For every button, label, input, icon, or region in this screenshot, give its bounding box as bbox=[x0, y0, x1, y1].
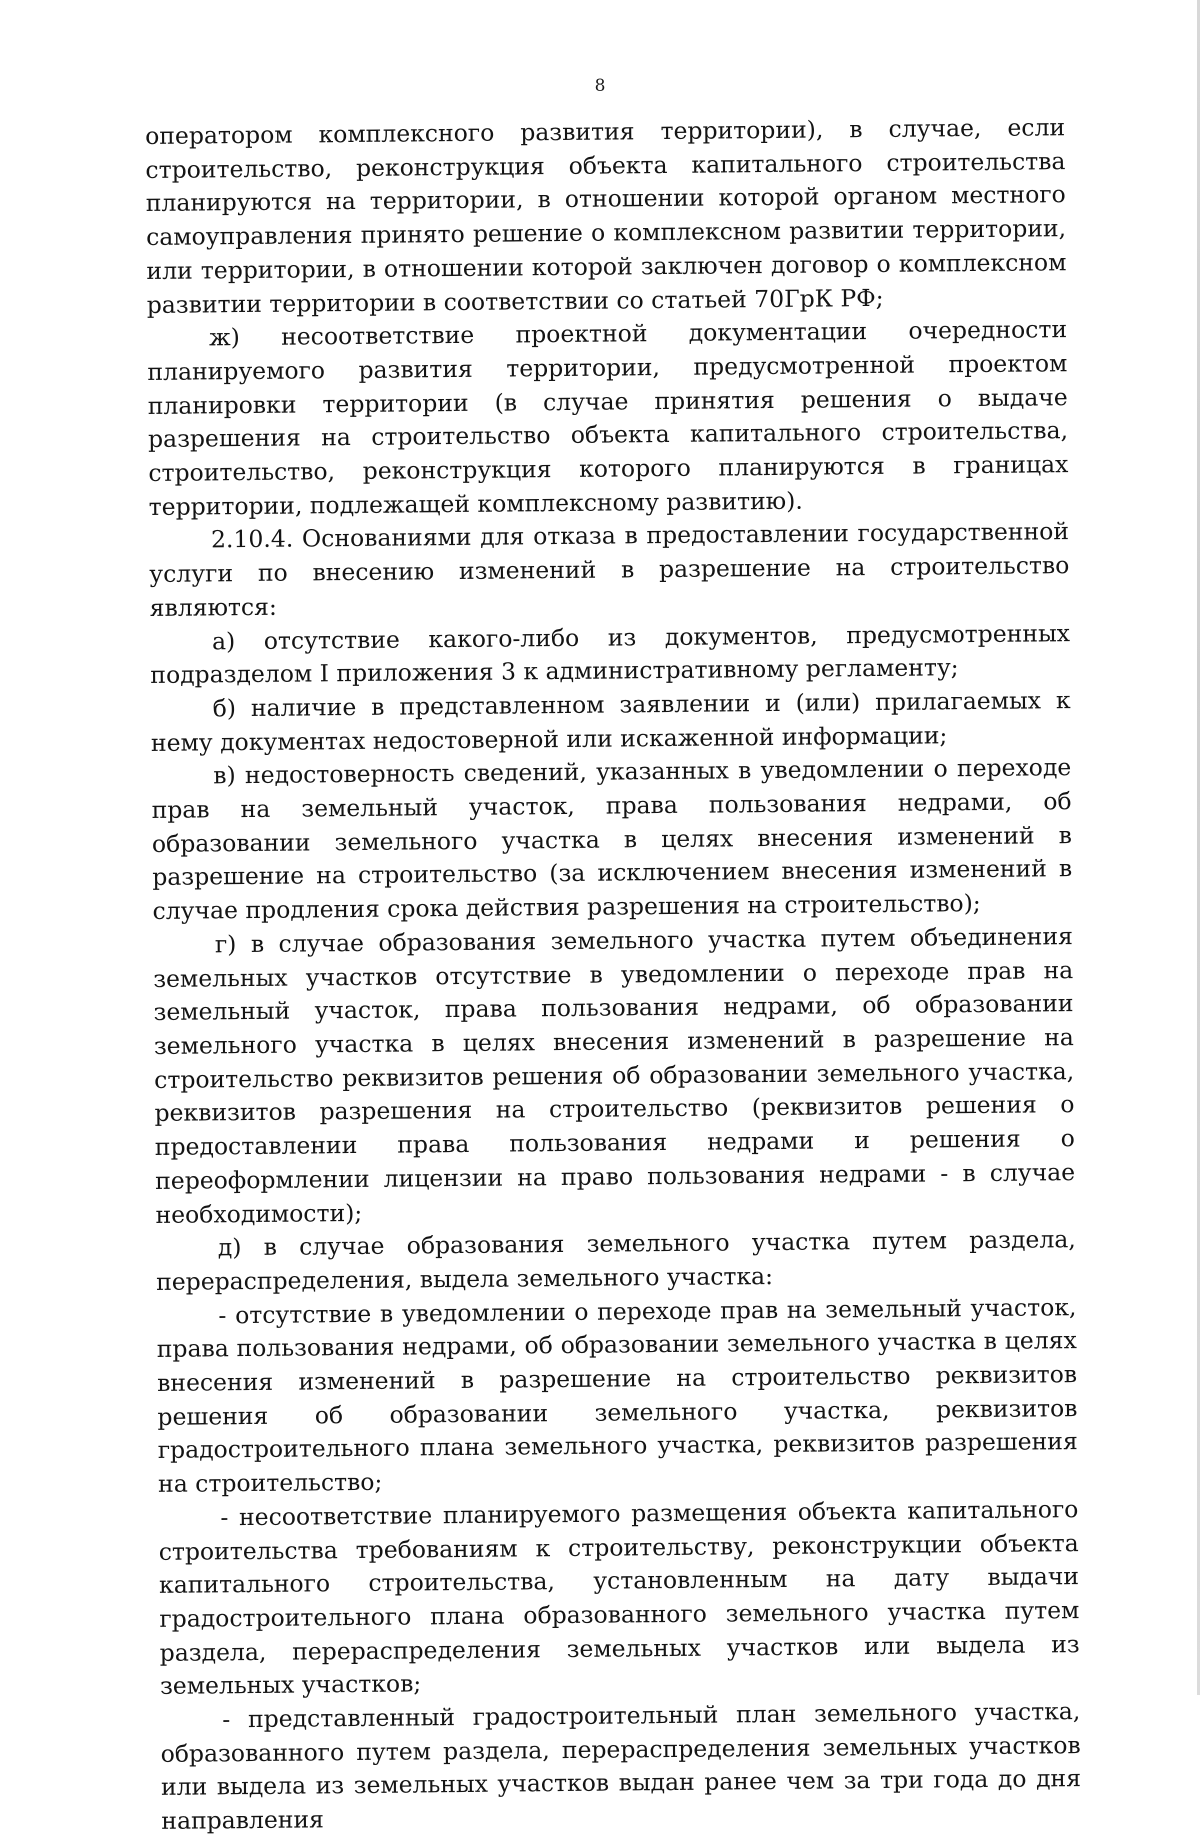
document-body bbox=[145, 111, 1081, 1839]
paragraph-item-g: г) в случае образования земельного участка путем объединения земельных участков отсутствие в уведомлении о переходе прав на земельный участок, права пользования недрами, об образовании земельного участка в целях внесения изменений в разрешение на строительство реквизитов решения об образовании земельного участка, реквизитов разрешения на строительство (реквизитов решения о предоставлении права пользования недрами и решения о переоформлении лицензии на право пользования недрами - в случае необходимости); bbox=[153, 922, 1076, 1229]
bullet-item-2: - несоответствие планируемого размещения объекта капитального строительства требованиям к строительству, реконструкции объекта капитального строительства, установленным на дату выдачи градостроительного плана образованного земельного участка путем раздела, перераспределения земельных участков или выдела из земельных участков; bbox=[158, 1494, 1080, 1701]
paragraph-item-zh: ж) несоответствие проектной документации очередности планируемого развития территории, предусмотренной проектом планировки территории (в случае принятия решения о выдаче разрешения на строительство объекта капитального строительства, строительство, реконструкция которого планируются в границах территории, подлежащей комплексному развитию). bbox=[147, 315, 1069, 521]
paragraph-2-10-4: 2.10.4. Основаниями для отказа в предоставлении государственной услуги по внесению изменений в разрешение на строительство являются: bbox=[149, 517, 1070, 622]
bullet-item-3: - представленный градостроительный план земельного участка, образованного путем раздела, перераспределения земельных участков или выдела из земельных участков выдан ранее чем за три года до дня направления bbox=[160, 1697, 1082, 1836]
paragraph-continuation: оператором комплексного развития территории), в случае, если строительство, реконструкция объекта капитального строительства планируются на территории, в отношении которой органом местного самоуправления принято решение о комплексном развитии территории, или территории, в отношении которой заключен договор о комплексном развитии территории в соответствии со статьей 70ГрК РФ; bbox=[145, 113, 1067, 319]
paragraph-item-a: а) отсутствие какого-либо из документов, предусмотренных подразделом I приложения 3 к административному регламенту; bbox=[150, 618, 1071, 690]
paragraph-item-b: б) наличие в представленном заявлении и (или) прилагаемых к нему документах недостоверной или искаженной информации; bbox=[150, 686, 1071, 757]
bullet-item-1: - отсутствие в уведомлении о переходе прав на земельный участок, права пользования недрами, об образовании земельного участка в целях внесения изменений в разрешение на строительство реквизитов решения об образовании земельного участка, реквизитов градостроительного плана земельного участка, реквизитов разрешения на строительство; bbox=[156, 1292, 1078, 1499]
paragraph-item-d: д) в случае образования земельного участка путем раздела, перераспределения, выдела земельного участка: bbox=[156, 1225, 1076, 1296]
page-number: 8 bbox=[594, 76, 606, 96]
paragraph-item-v: в) недостоверность сведений, указанных в уведомлении о переходе прав на земельный участок, права пользования недрами, об образовании земельного участка в целях внесения изменений в разрешение на строительство (за исключением внесения изменений в случае продления срока действия разрешения на строительство); bbox=[151, 753, 1073, 926]
